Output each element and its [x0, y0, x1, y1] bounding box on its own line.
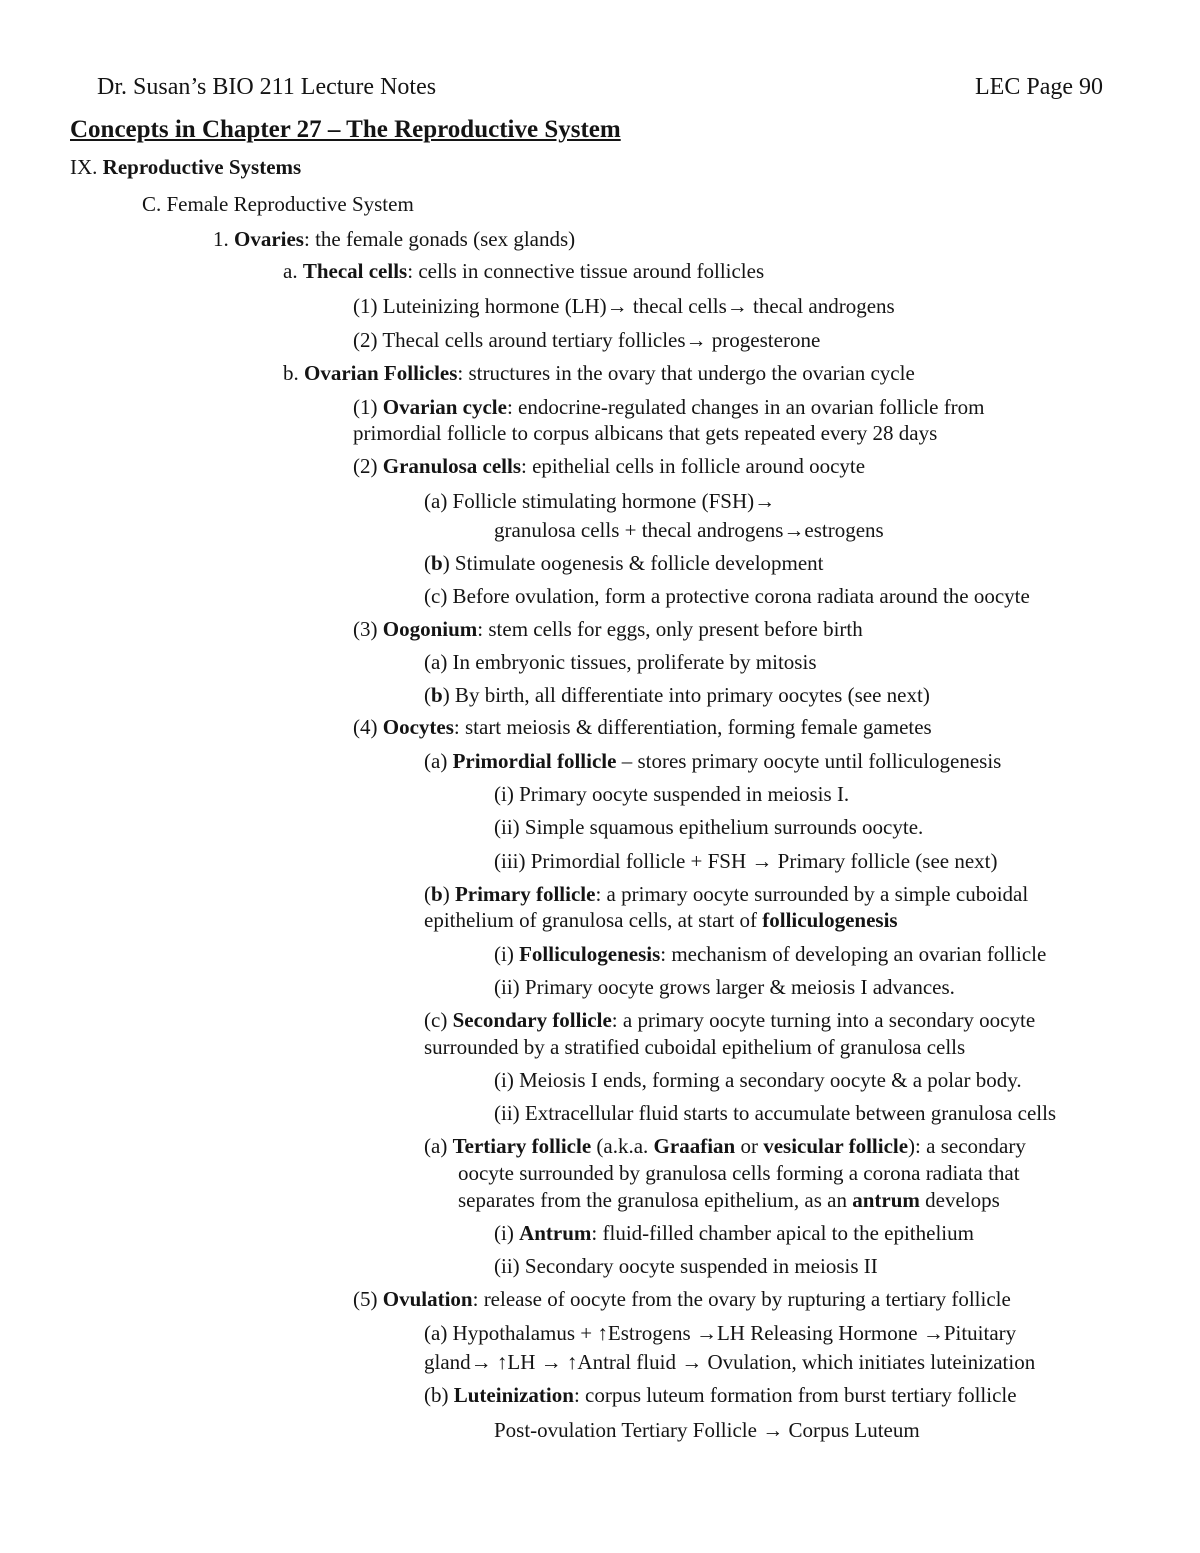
text-run: (2): [353, 454, 383, 478]
text-run: (a) Follicle stimulating hormone (FSH)→: [424, 489, 776, 513]
text-run: Post-ovulation Tertiary Follicle → Corpus Luteum: [494, 1418, 920, 1442]
text-run: ): a secondary: [908, 1134, 1026, 1158]
text-run: (: [424, 551, 431, 575]
outline-line: [424, 748, 1001, 775]
text-run: (ii) Simple squamous epithelium surrounds oocyte.: [494, 815, 924, 839]
text-run: (iii) Primordial follicle + FSH → Primary follicle (see next): [494, 849, 998, 873]
bold-term: Ovarian cycle: [382, 395, 507, 419]
bold-term: vesicular follicle: [763, 1134, 909, 1158]
text-run: : epithelial cells in follicle around oocyte: [521, 454, 866, 478]
bold-term: b: [431, 551, 443, 575]
outline-line: [353, 714, 932, 741]
bold-term: Oogonium: [382, 617, 478, 641]
outline-line: [424, 1320, 1016, 1347]
text-run: : mechanism of developing an ovarian follicle: [660, 942, 1047, 966]
outline-line: [353, 1286, 1011, 1313]
outline-line: [353, 293, 895, 320]
text-run: : cells in connective tissue around follicles: [407, 259, 765, 283]
bold-term: Ovulation: [382, 1287, 473, 1311]
bold-term: Primary follicle: [454, 882, 596, 906]
text-run: gland→ ↑LH → ↑Antral fluid → Ovulation, which initiates luteinization: [424, 1350, 1036, 1374]
outline-line: [424, 682, 930, 709]
text-run: (i) Meiosis I ends, forming a secondary oocyte & a polar body.: [494, 1068, 1022, 1092]
outline-line: [458, 1160, 1020, 1187]
text-run: (1): [353, 395, 383, 419]
text-run: b.: [283, 361, 304, 385]
text-run: : a primary oocyte turning into a secondary oocyte: [611, 1008, 1036, 1032]
outline-line: [283, 258, 764, 285]
text-run: surrounded by a stratified cuboidal epithelium of granulosa cells: [424, 1035, 966, 1059]
bold-term: antrum: [852, 1188, 920, 1212]
text-run: IX.: [70, 155, 103, 179]
text-run: : the female gonads (sex glands): [303, 227, 576, 251]
bold-term: Secondary follicle: [452, 1008, 612, 1032]
text-run: (: [424, 882, 431, 906]
outline-line: [494, 781, 849, 808]
text-run: (a): [424, 749, 453, 773]
bold-term: Tertiary follicle: [452, 1134, 592, 1158]
bold-term: Reproductive Systems: [102, 155, 302, 179]
text-run: (i): [494, 1221, 520, 1245]
outline-line: [494, 941, 1046, 968]
bold-term: Thecal cells: [302, 259, 408, 283]
text-run: : start meiosis & differentiation, forming female gametes: [453, 715, 932, 739]
text-run: epithelium of granulosa cells, at start of: [424, 908, 763, 932]
outline-line: [283, 360, 915, 387]
text-run: (c) Before ovulation, form a protective corona radiata around the oocyte: [424, 584, 1030, 608]
text-run: (a) In embryonic tissues, proliferate by mitosis: [424, 650, 817, 674]
outline-line: [424, 881, 1028, 908]
bold-term: Antrum: [519, 1221, 592, 1245]
outline-line: [424, 488, 775, 515]
outline-line: [424, 649, 817, 676]
text-run: : structures in the ovary that undergo the ovarian cycle: [457, 361, 915, 385]
outline-line: [424, 583, 1030, 610]
outline-line: [424, 1034, 965, 1061]
text-run: ): [442, 882, 455, 906]
outline-line: [424, 1133, 1026, 1160]
outline-line: [494, 1067, 1022, 1094]
bold-term: Folliculogenesis: [519, 942, 661, 966]
text-run: (i) Primary oocyte suspended in meiosis I.: [494, 782, 850, 806]
text-run: (a) Hypothalamus + ↑Estrogens →LH Releasing Hormone →Pituitary: [424, 1321, 1017, 1345]
outline-line: [494, 814, 923, 841]
text-run: (4): [353, 715, 383, 739]
text-run: a.: [283, 259, 303, 283]
outline-line: [213, 226, 575, 253]
header-page-number: LEC Page 90: [975, 74, 1103, 100]
text-run: (1) Luteinizing hormone (LH)→ thecal cells→ thecal androgens: [353, 294, 895, 318]
text-run: C. Female Reproductive System: [142, 192, 414, 216]
outline-line: [353, 394, 985, 421]
bold-term: Ovaries: [234, 227, 304, 251]
text-run: primordial follicle to corpus albicans that gets repeated every 28 days: [353, 421, 938, 445]
outline-line: [424, 550, 824, 577]
text-run: : fluid-filled chamber apical to the epithelium: [591, 1221, 974, 1245]
text-run: develops: [919, 1188, 1000, 1212]
bold-term: Luteinization: [453, 1383, 574, 1407]
bold-term: Oocytes: [382, 715, 454, 739]
text-run: ) By birth, all differentiate into primary oocytes (see next): [442, 683, 930, 707]
text-run: 1.: [213, 227, 234, 251]
text-run: (ii) Extracellular fluid starts to accumulate between granulosa cells: [494, 1101, 1057, 1125]
bold-term: Granulosa cells: [382, 454, 522, 478]
text-run: : endocrine-regulated changes in an ovarian follicle from: [506, 395, 985, 419]
outline-line: [353, 616, 863, 643]
text-run: (a.k.a.: [591, 1134, 654, 1158]
text-run: ) Stimulate oogenesis & follicle development: [442, 551, 824, 575]
outline-line: [494, 1417, 920, 1444]
bold-term: b: [431, 882, 443, 906]
text-run: (i): [494, 942, 520, 966]
outline-line: [494, 1253, 878, 1280]
text-run: granulosa cells + thecal androgens→estrogens: [494, 518, 884, 542]
outline-line: [424, 907, 898, 934]
text-run: (5): [353, 1287, 383, 1311]
outline-line: [142, 191, 414, 218]
text-run: oocyte surrounded by granulosa cells forming a corona radiata that: [458, 1161, 1020, 1185]
outline-line: [70, 154, 301, 181]
outline-line: [494, 974, 955, 1001]
outline-line: [353, 327, 820, 354]
text-run: (a): [424, 1134, 453, 1158]
text-run: – stores primary oocyte until folliculogenesis: [616, 749, 1002, 773]
text-run: : release of oocyte from the ovary by rupturing a tertiary follicle: [472, 1287, 1011, 1311]
bold-term: Primordial follicle: [452, 749, 617, 773]
outline-line: [424, 1007, 1035, 1034]
text-run: : a primary oocyte surrounded by a simple cuboidal: [595, 882, 1029, 906]
page-title: Concepts in Chapter 27 – The Reproductive System: [70, 116, 621, 143]
text-run: (ii) Primary oocyte grows larger & meiosis I advances.: [494, 975, 955, 999]
outline-line: [353, 453, 865, 480]
outline-line: [494, 517, 884, 544]
bold-term: Graafian: [653, 1134, 736, 1158]
outline-line: [494, 1220, 974, 1247]
outline-line: [353, 420, 937, 447]
outline-line: [494, 1100, 1056, 1127]
bold-term: folliculogenesis: [762, 908, 898, 932]
text-run: (3): [353, 617, 383, 641]
outline-line: [458, 1187, 1000, 1214]
text-run: (2) Thecal cells around tertiary follicles→ progesterone: [353, 328, 821, 352]
text-run: (ii) Secondary oocyte suspended in meiosis II: [494, 1254, 878, 1278]
outline-line: [494, 848, 998, 875]
outline-line: [424, 1382, 1017, 1409]
text-run: (b): [424, 1383, 454, 1407]
bold-term: Ovarian Follicles: [304, 361, 458, 385]
text-run: or: [735, 1134, 764, 1158]
text-run: (: [424, 683, 431, 707]
text-run: : corpus luteum formation from burst tertiary follicle: [573, 1383, 1017, 1407]
header-course-title: Dr. Susan’s BIO 211 Lecture Notes: [97, 74, 437, 100]
bold-term: b: [431, 683, 443, 707]
outline-line: [424, 1349, 1035, 1376]
text-run: separates from the granulosa epithelium, as an: [458, 1188, 853, 1212]
text-run: (c): [424, 1008, 453, 1032]
text-run: : stem cells for eggs, only present before birth: [477, 617, 863, 641]
